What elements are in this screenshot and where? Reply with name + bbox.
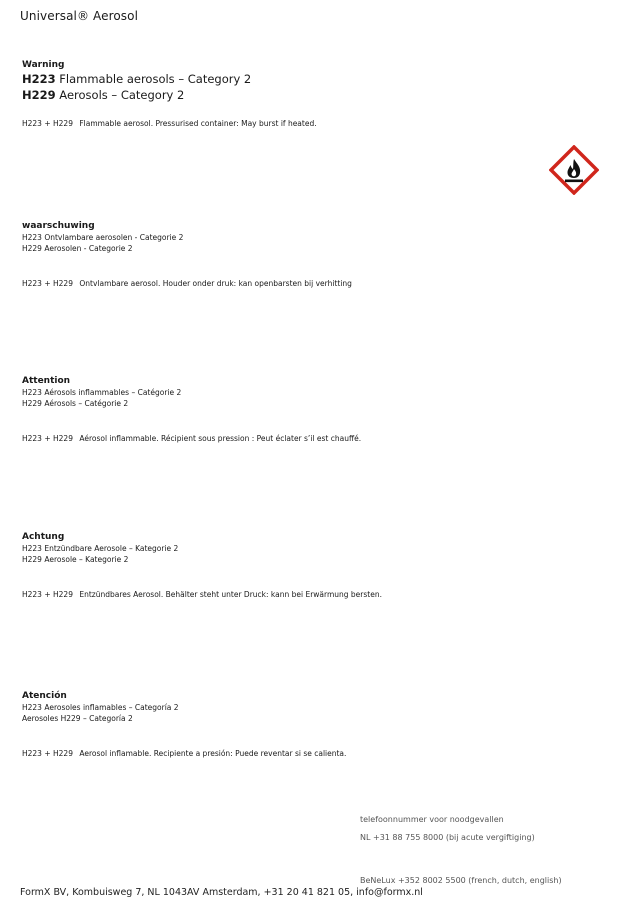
hazard-code: H223 [22,72,56,86]
signal-word: Achtung [22,532,65,542]
hazard-line: H229 Aérosols – Catégorie 2 [22,399,129,408]
emergency-phone-nl: NL +31 88 755 8000 (bij acute vergiftiging) [360,833,535,842]
emergency-phone-benelux: BeNeLux +352 8002 5500 (french, dutch, english) [360,876,562,885]
signal-word: Atención [22,691,67,701]
combined-text: Ontvlambare aerosol. Houder onder druk: kan openbarsten bij verhitting [79,279,352,288]
hazard-code: H229 [22,88,56,102]
hazard-text: Aerosols – Category 2 [59,88,185,102]
hazard-line: Aerosoles H229 – Categoría 2 [22,714,133,723]
combined-statement [22,748,582,759]
combined-codes: H223 + H229 [22,590,73,599]
flame-ghs02-icon [549,145,599,195]
hazard-line: H223 Aerosoles inflamables – Categoría 2 [22,703,179,712]
page-title: Universal® Aerosol [20,9,139,23]
hazard-line: H223 Ontvlambare aerosolen - Categorie 2 [22,233,184,242]
combined-statement [22,118,582,129]
signal-word: Warning [22,60,65,70]
combined-codes: H223 + H229 [22,119,73,128]
combined-codes: H223 + H229 [22,279,73,288]
combined-statement [22,589,582,600]
hazard-text: Flammable aerosols – Category 2 [59,72,252,86]
combined-text: Aerosol inflamable. Recipiente a presión: Puede reventar si se calienta. [79,749,347,758]
combined-codes: H223 + H229 [22,749,73,758]
signal-word: waarschuwing [22,221,95,231]
combined-text: Aérosol inflammable. Récipient sous pression : Peut éclater s’il est chauffé. [79,434,362,443]
section-nl [22,220,582,289]
emergency-label: telefoonnummer voor noodgevallen [360,815,504,824]
combined-statement [22,278,582,289]
combined-codes: H223 + H229 [22,434,73,443]
hazard-line: H229 Aerosolen - Categorie 2 [22,244,133,253]
section-es [22,690,582,759]
signal-word: Attention [22,376,71,386]
hazard-line: H223 Entzündbare Aerosole – Kategorie 2 [22,544,179,553]
combined-statement [22,433,582,444]
hazard-line: H229 Aerosole – Kategorie 2 [22,555,129,564]
section-fr [22,375,582,444]
section-en [22,59,582,129]
hazard-h229 [22,87,582,103]
hazard-line: H223 Aérosols inflammables – Catégorie 2 [22,388,182,397]
combined-text: Flammable aerosol. Pressurised container: May burst if heated. [79,119,317,128]
section-de [22,531,582,600]
company-footer: FormX BV, Kombuisweg 7, NL 1043AV Amsterdam, +31 20 41 821 05, info@formx.nl [20,887,423,898]
hazard-h223 [22,71,582,87]
combined-text: Entzündbares Aerosol. Behälter steht unter Druck: kann bei Erwärmung bersten. [79,590,382,599]
